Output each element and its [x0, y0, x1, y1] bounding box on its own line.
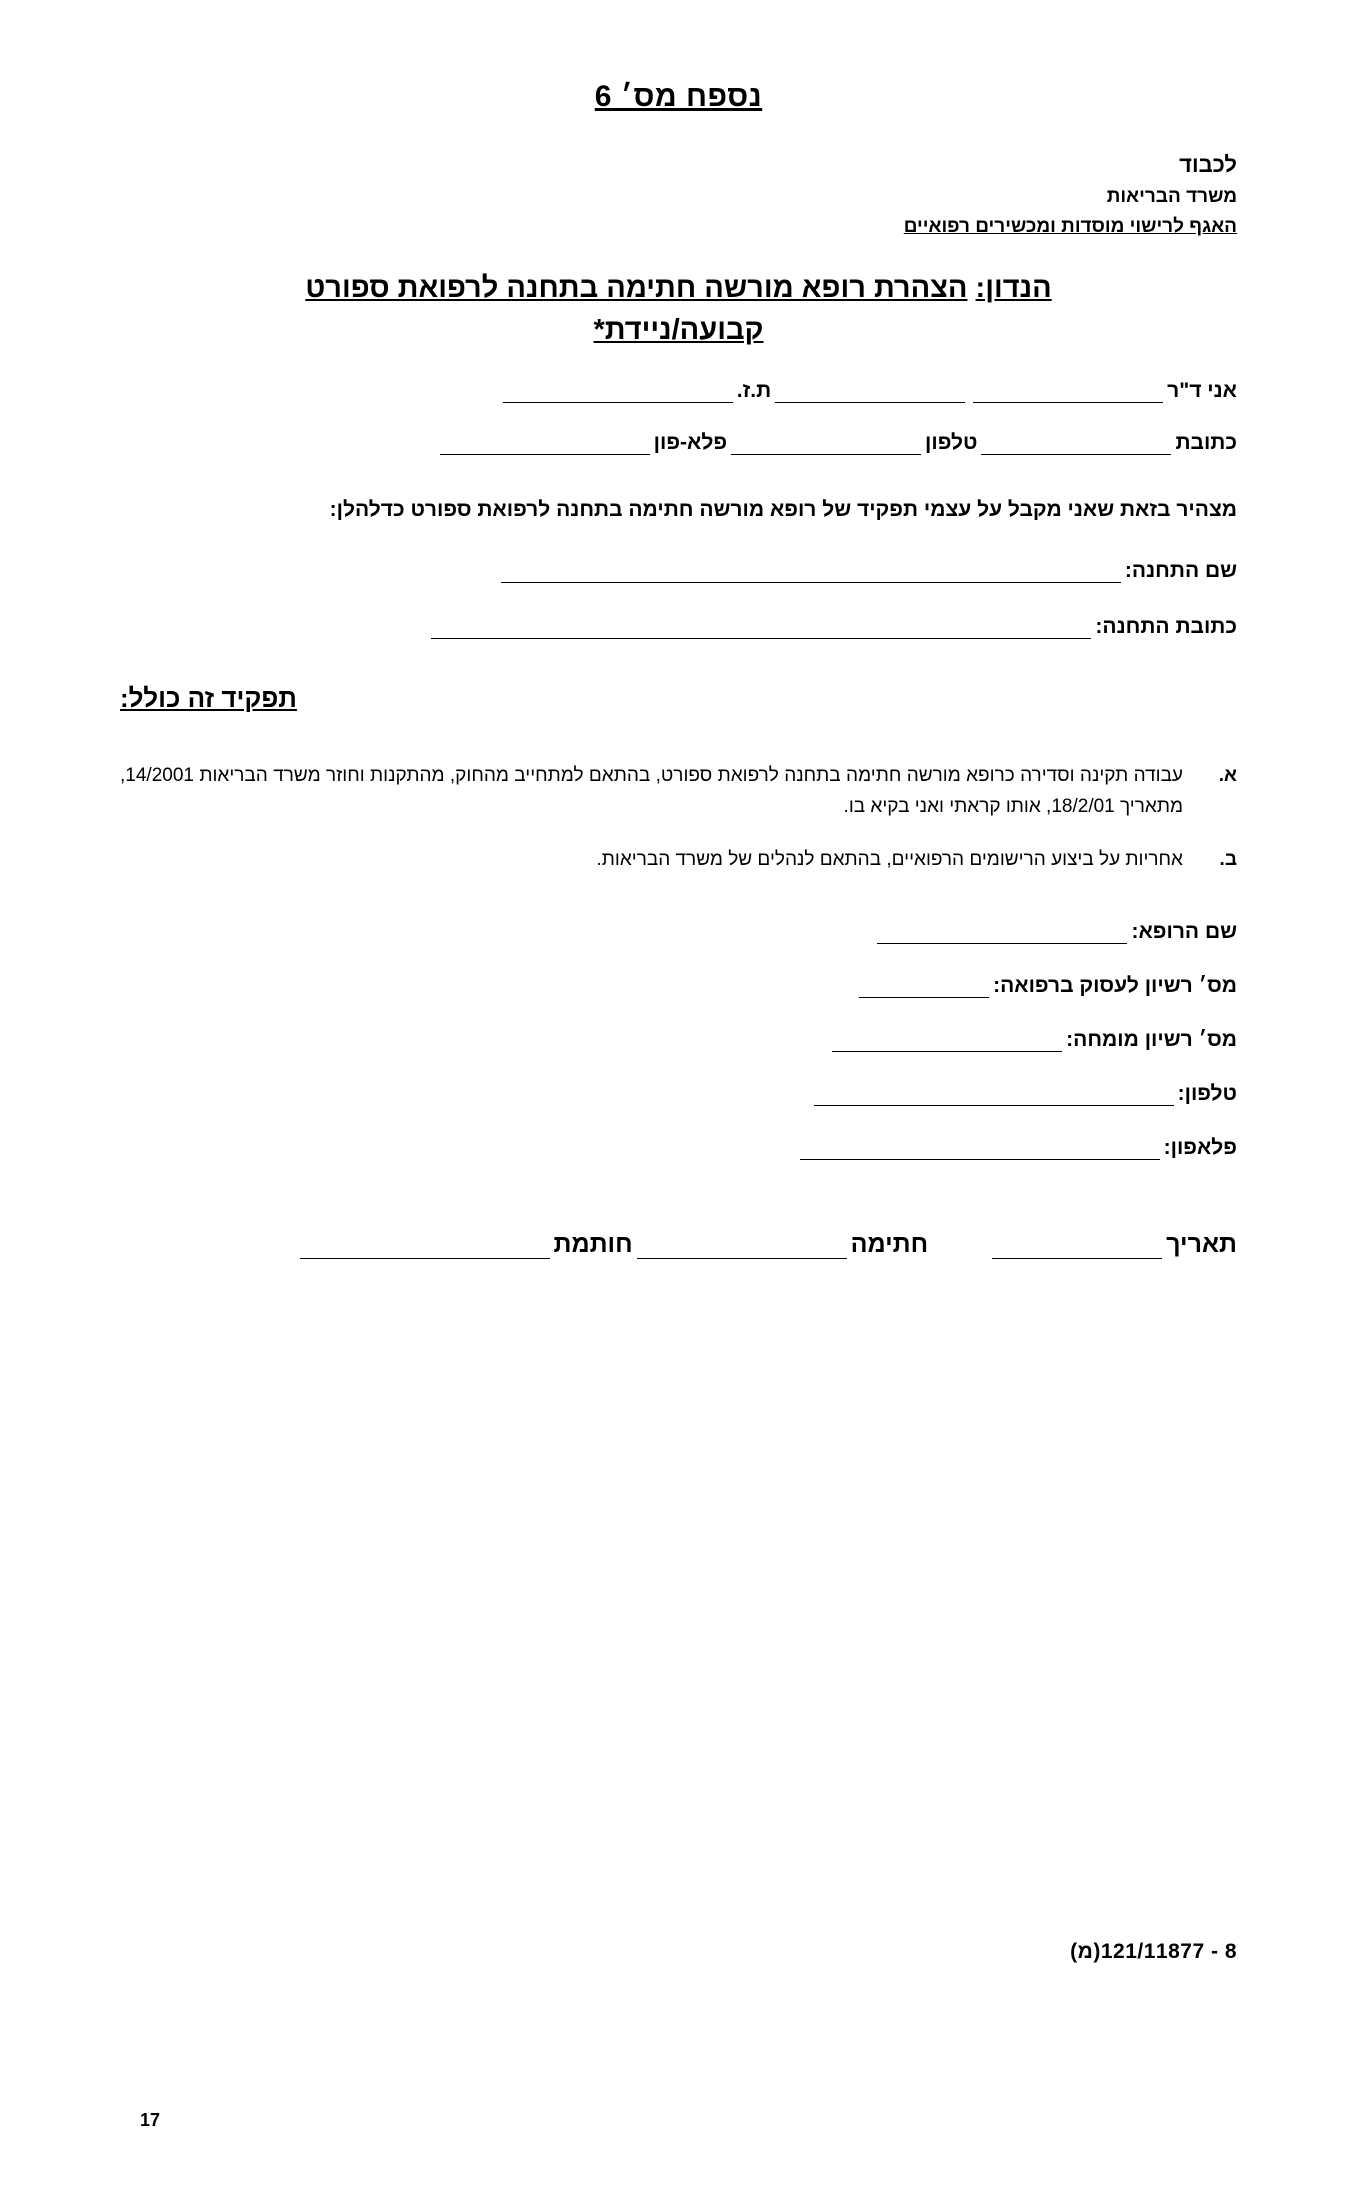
station-address-label: כתובת התחנה: — [1095, 614, 1237, 638]
doctor-name-input-2[interactable] — [775, 382, 965, 403]
signature-segment — [633, 1230, 929, 1259]
station-address-row — [120, 615, 1237, 639]
contact-row — [120, 431, 1237, 455]
signature-phone-input[interactable] — [814, 1085, 1174, 1106]
date-input[interactable] — [992, 1238, 1162, 1259]
form-code: 8 - 121/11877(מ) — [1070, 1940, 1237, 1963]
subject-line-1: הצהרת רופא מורשה חתימה בתחנה לרפואת ספורט — [305, 271, 968, 304]
duty-marker: ב. — [1219, 849, 1237, 871]
addressee-line-2: משרד הבריאות — [1106, 186, 1237, 208]
duty-marker: א. — [1218, 764, 1237, 786]
signature-mobile-label: פלאפון: — [1163, 1135, 1237, 1159]
signature-doctor-name-label: שם הרופא: — [1131, 919, 1237, 943]
declaration-text: מצהיר בזאת שאני מקבל על עצמי תפקיד של רופא מורשה חתימה בתחנה לרפואת ספורט כדלהלן: — [329, 498, 1237, 522]
addressee-line-1: לכבוד — [1179, 152, 1237, 177]
page-title: נספח מס׳ 6 — [594, 80, 763, 113]
doctor-identity-row — [120, 379, 1237, 403]
signature-mobile-input[interactable] — [800, 1139, 1160, 1160]
page-number: 17 — [140, 2110, 161, 2130]
subject-block — [120, 267, 1237, 351]
station-name-input[interactable] — [501, 562, 1121, 583]
phone-input[interactable] — [731, 434, 921, 455]
date-label: תאריך — [1166, 1229, 1237, 1258]
signature-mobile-field-row — [120, 1136, 1237, 1160]
duty-text: אחריות על ביצוע הרישומים הרפואיים, בהתאם לנהלים של משרד הבריאות. — [596, 849, 1183, 871]
station-address-input[interactable] — [431, 618, 1091, 639]
signature-phone-field-row — [120, 1082, 1237, 1106]
doctor-name-input[interactable] — [973, 382, 1163, 403]
license-label: מס׳ רשיון לעסוק ברפואה: — [993, 973, 1237, 997]
signature-phone-label: טלפון: — [1177, 1081, 1237, 1105]
signature-input[interactable] — [637, 1238, 847, 1259]
stamp-input[interactable] — [300, 1238, 550, 1259]
doctor-name-field-row — [120, 920, 1237, 944]
role-heading-block — [120, 683, 1237, 714]
address-input[interactable] — [981, 434, 1171, 455]
signature-doctor-name-input[interactable] — [877, 923, 1127, 944]
specialty-license-input[interactable] — [832, 1031, 1062, 1052]
subject-line-2: קבועה/ניידת* — [593, 314, 764, 347]
duty-text: עבודה תקינה וסדירה כרופא מורשה חתימה בתחנה לרפואת ספורט, בהתאם למתחייב מהחוק, מהתקנות וחוזר משרד הבריאות 14/2001, מתאריך 18/2/01, אותו קראתי ואני בקיא בו. — [120, 764, 1183, 817]
phone-label: טלפון — [925, 431, 978, 455]
signature-label: חתימה — [850, 1229, 929, 1258]
date-segment — [988, 1230, 1237, 1259]
role-heading-text: תפקיד זה כולל: — [120, 682, 297, 713]
id-number-input[interactable] — [503, 382, 733, 403]
address-label: כתובת — [1175, 431, 1237, 455]
signature-fields-block — [120, 920, 1237, 1160]
mobile-input[interactable] — [440, 434, 650, 455]
stamp-segment — [296, 1230, 633, 1259]
stamp-label: חותמת — [553, 1229, 633, 1258]
duty-item — [120, 760, 1237, 823]
specialty-license-label: מס׳ רשיון מומחה: — [1066, 1027, 1237, 1051]
addressee-line-3: האגף לרישוי מוסדות ומכשירים רפואיים — [903, 215, 1237, 237]
date-signature-stamp-row — [120, 1230, 1237, 1259]
station-name-row — [120, 559, 1237, 583]
subject-label: הנדון: — [975, 271, 1052, 304]
duty-item — [120, 844, 1237, 875]
id-number-label: ת.ז. — [736, 379, 772, 403]
license-input[interactable] — [859, 977, 989, 998]
station-name-label: שם התחנה: — [1124, 558, 1237, 582]
mobile-label: פלא-פון — [653, 431, 728, 455]
license-field-row — [120, 974, 1237, 998]
duties-list — [120, 760, 1237, 876]
addressee-block — [120, 148, 1237, 241]
doctor-name-label: אני ד"ר — [1167, 379, 1237, 403]
specialty-license-field-row — [120, 1028, 1237, 1052]
